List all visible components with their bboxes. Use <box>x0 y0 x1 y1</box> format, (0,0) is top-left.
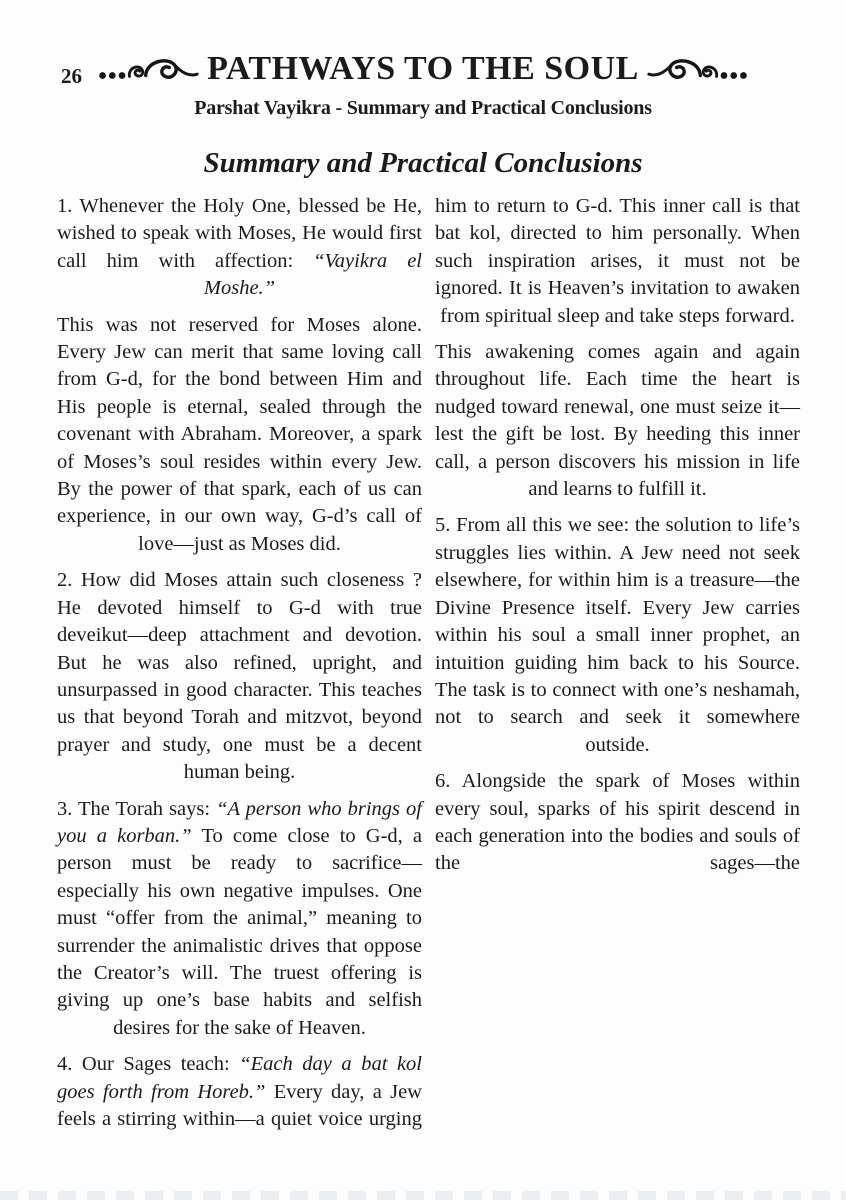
body-text: This awakening comes again and again throughout life. Each time the heart is nudged toward renewal, one must seize it—lest the gift be lost. By heeding this inner call, a person discovers his mission in life and learns to fulfill it. <box>435 341 800 501</box>
body-text: 5. From all this we see: the solution to life’s struggles lies within. A Jew need not seek elsewhere, for within him is a treasure—the Divine Presence itself. Every Jew carries within his soul a small inner prophet, an intuition guiding him back to his Source. The task is to connect with one’s neshamah, not to search and seek it somewhere outside. <box>435 514 800 756</box>
chapter-subtitle: Parshat Vayikra - Summary and Practical Conclusions <box>194 97 652 119</box>
body-text: 1. Whenever the Holy One, blessed be He, wished to speak with Moses, He would first call him with affection: <box>57 195 422 272</box>
flourish-right-icon <box>647 52 749 86</box>
section-heading: Summary and Practical Conclusions <box>203 147 643 179</box>
body-text: Every day, a Jew feels a stirring within—a quiet voice urging him to return to G-d. This inner call is that bat kol, directed to him personally. When such inspiration arises, it must not be ignored. It is Heaven’s invitation to awaken from spiritual sleep and take steps forward. <box>57 195 800 1130</box>
paragraph <box>435 768 800 878</box>
scan-edge-artifact <box>0 1191 846 1200</box>
paragraph <box>57 567 422 786</box>
body-text: To come close to G-d, a person must be ready to sacrifice—especially his own negative impulses. One must “offer from the animal,” meaning to surrender the animalistic drives that oppose the Creator’s will. The truest offering is giving up one’s base habits and selfish desires for the sake of Heaven. <box>57 824 422 1039</box>
two-column-text <box>57 193 800 1158</box>
italic-quote: “Each day a bat kol goes forth from Horeb.” <box>57 1053 422 1103</box>
paragraph <box>57 312 422 559</box>
book-title-line <box>0 0 846 88</box>
paragraph <box>57 796 422 1043</box>
italic-quote: “A person who brings of you a korban.” <box>57 797 422 847</box>
book-title: PATHWAYS TO THE SOUL <box>207 50 639 87</box>
flourish-left-icon <box>97 52 199 86</box>
body-text: 4. Our Sages teach: <box>57 1053 240 1076</box>
paragraph <box>57 193 422 303</box>
body-text: This was not reserved for Moses alone. Every Jew can merit that same loving call from G-d, for the bond between Him and His people is eternal, sealed through the covenant with Abraham. Moreover, a spark of Moses’s soul resides within every Jew. By the power of that spark, each of us can experience, in our own way, G-d’s call of love—just as Moses did. <box>57 313 422 555</box>
paragraph <box>435 339 800 503</box>
body-text: 3. The Torah says: <box>57 797 217 820</box>
italic-quote: “Vayikra el Moshe.” <box>203 249 422 300</box>
body-text: 2. How did Moses attain such closeness ? He devoted himself to G-d with true deveikut—deep attachment and devotion. But he was also refined, upright, and unsurpassed in good character. This teaches us that beyond Torah and mitzvot, beyond prayer and study, one must be a decent human being. <box>57 569 422 784</box>
page-number: 26 <box>61 64 82 88</box>
paragraph <box>435 512 800 759</box>
body-text: 6. Alongside the spark of Moses within every soul, sparks of his spirit descend in each generation into the bodies and souls of the sages—the <box>435 770 800 875</box>
